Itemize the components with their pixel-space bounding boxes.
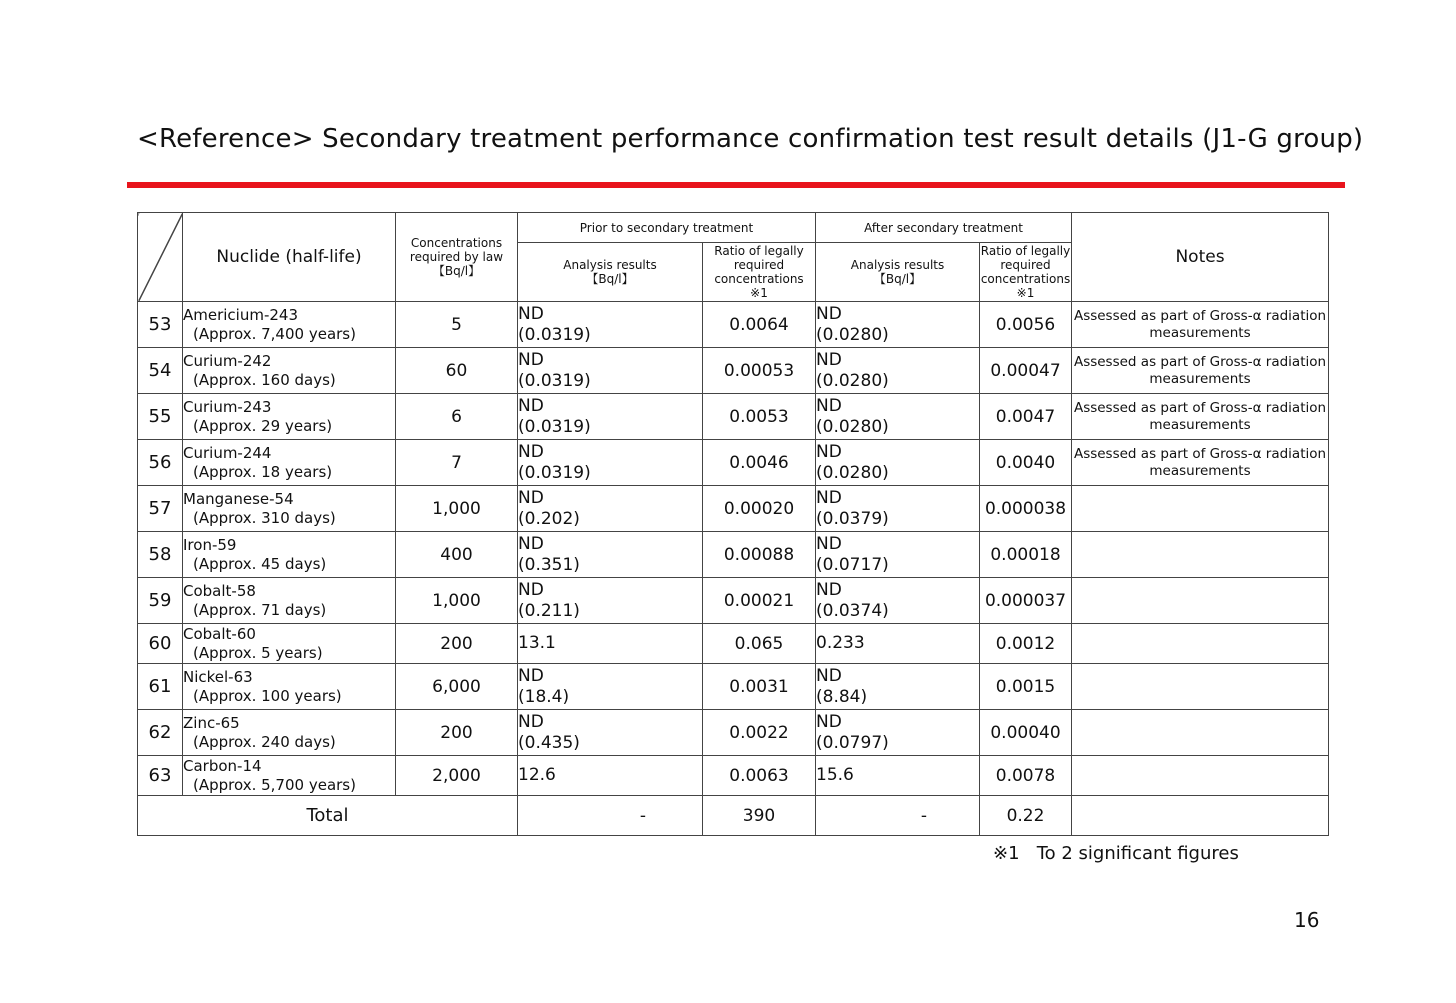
nuclide-cell (183, 578, 396, 624)
nuclide-half-life: (Approx. 7,400 years) (193, 324, 356, 343)
after-analysis-result (816, 664, 980, 710)
prior-ratio: 0.0022 (703, 710, 816, 756)
nuclide-half-life: (Approx. 5,700 years) (193, 775, 356, 794)
notes-line2: measurements (1149, 416, 1251, 433)
after-ratio: 0.0047 (980, 394, 1072, 440)
prior-analysis-result (518, 486, 703, 532)
notes-line1: Assessed as part of Gross-α radiation (1073, 399, 1327, 416)
law-concentration: 6,000 (396, 664, 518, 710)
after-analysis-result (816, 440, 980, 486)
nuclide-name: Iron-59 (183, 535, 237, 554)
after-ratio: 0.0056 (980, 302, 1072, 348)
nuclide-name: Curium-242 (183, 351, 272, 370)
nuclide-cell (183, 394, 396, 440)
after-analysis-result (816, 710, 980, 756)
prior-analysis-line2: (0.0319) (518, 370, 591, 391)
nuclide-name: Cobalt-60 (183, 624, 256, 643)
prior-analysis-line1: ND (518, 349, 544, 370)
header-prior-analysis (518, 243, 703, 302)
after-analysis-result (816, 348, 980, 394)
prior-ratio: 0.00088 (703, 532, 816, 578)
after-analysis-result (816, 624, 980, 664)
after-ratio: 0.000038 (980, 486, 1072, 532)
header-after-ratio-line3: concentrations (980, 272, 1071, 286)
results-table (137, 212, 1329, 836)
after-ratio: 0.0012 (980, 624, 1072, 664)
notes-line2: measurements (1149, 462, 1251, 479)
header-prior-ratio-line1: Ratio of legally (714, 244, 804, 258)
nuclide-half-life: (Approx. 29 years) (193, 416, 333, 435)
law-concentration: 200 (396, 624, 518, 664)
nuclide-half-life: (Approx. 100 years) (193, 686, 342, 705)
total-after-ratio: 0.22 (980, 796, 1072, 836)
row-number: 60 (138, 624, 183, 664)
prior-analysis-line1: ND (518, 441, 544, 462)
prior-ratio: 0.00053 (703, 348, 816, 394)
corner-diagonal-cell (138, 213, 183, 302)
after-analysis-line1: 0.233 (816, 633, 865, 653)
title-underline-rule (127, 182, 1345, 188)
prior-analysis-line1: ND (518, 303, 544, 324)
row-number: 62 (138, 710, 183, 756)
after-ratio: 0.0078 (980, 756, 1072, 796)
prior-analysis-line2: (0.435) (518, 732, 580, 753)
after-analysis-result (816, 486, 980, 532)
header-after-ratio (980, 243, 1072, 302)
prior-ratio: 0.00021 (703, 578, 816, 624)
header-after-analysis-unit: 【Bq/l】 (873, 272, 922, 286)
row-number: 55 (138, 394, 183, 440)
nuclide-cell (183, 302, 396, 348)
notes-cell (1072, 664, 1329, 710)
law-concentration: 400 (396, 532, 518, 578)
header-after-analysis (816, 243, 980, 302)
law-concentration: 7 (396, 440, 518, 486)
header-concentrations-law-unit: 【Bq/l】 (432, 264, 481, 278)
total-after-analysis: - (816, 796, 980, 836)
header-prior-ratio (703, 243, 816, 302)
header-after-ratio-mark: ※1 (1016, 286, 1035, 300)
after-analysis-line2: (8.84) (816, 686, 868, 707)
after-analysis-line1: ND (816, 395, 842, 416)
after-analysis-result (816, 532, 980, 578)
table-body (138, 302, 1329, 836)
after-analysis-line1: ND (816, 487, 842, 508)
header-notes: Notes (1072, 213, 1329, 302)
header-after-ratio-line2: required (1000, 258, 1051, 272)
notes-line1: Assessed as part of Gross-α radiation (1073, 445, 1327, 462)
row-number: 61 (138, 664, 183, 710)
law-concentration: 200 (396, 710, 518, 756)
after-analysis-line2: (0.0280) (816, 324, 889, 345)
total-notes (1072, 796, 1329, 836)
total-prior-ratio: 390 (703, 796, 816, 836)
header-nuclide: Nuclide (half-life) (183, 213, 396, 302)
nuclide-half-life: (Approx. 45 days) (193, 554, 327, 573)
prior-ratio: 0.00020 (703, 486, 816, 532)
after-ratio: 0.0015 (980, 664, 1072, 710)
row-number: 56 (138, 440, 183, 486)
header-prior-ratio-line3: concentrations (714, 272, 804, 286)
row-number: 57 (138, 486, 183, 532)
prior-ratio: 0.0053 (703, 394, 816, 440)
prior-analysis-line1: ND (518, 533, 544, 554)
header-concentrations-law-line2: required by law (409, 250, 504, 264)
after-analysis-line2: (0.0374) (816, 600, 889, 621)
prior-analysis-result (518, 532, 703, 578)
nuclide-half-life: (Approx. 18 years) (193, 462, 333, 481)
after-ratio: 0.000037 (980, 578, 1072, 624)
header-after-ratio-line1: Ratio of legally (980, 244, 1071, 258)
header-after-group: After secondary treatment (816, 213, 1072, 243)
nuclide-name: Cobalt-58 (183, 581, 256, 600)
header-concentrations-law-line1: Concentrations (410, 236, 503, 250)
prior-analysis-line2: (0.202) (518, 508, 580, 529)
total-label: Total (138, 796, 518, 836)
nuclide-cell (183, 624, 396, 664)
after-analysis-line1: ND (816, 349, 842, 370)
after-analysis-line1: 15.6 (816, 765, 854, 785)
notes-cell (1072, 302, 1329, 348)
notes-line1: Assessed as part of Gross-α radiation (1073, 307, 1327, 324)
after-ratio: 0.00018 (980, 532, 1072, 578)
header-prior-analysis-line1: Analysis results (563, 258, 657, 272)
after-analysis-line1: ND (816, 579, 842, 600)
after-analysis-line2: (0.0280) (816, 416, 889, 437)
header-after-analysis-line1: Analysis results (850, 258, 945, 272)
nuclide-half-life: (Approx. 240 days) (193, 732, 336, 751)
nuclide-cell (183, 486, 396, 532)
nuclide-cell (183, 348, 396, 394)
prior-analysis-line1: ND (518, 711, 544, 732)
notes-line1: Assessed as part of Gross-α radiation (1073, 353, 1327, 370)
after-analysis-line1: ND (816, 665, 842, 686)
prior-analysis-result (518, 578, 703, 624)
prior-ratio: 0.0046 (703, 440, 816, 486)
nuclide-half-life: (Approx. 5 years) (193, 643, 323, 662)
notes-cell (1072, 486, 1329, 532)
prior-analysis-result (518, 624, 703, 664)
after-analysis-line2: (0.0717) (816, 554, 889, 575)
after-ratio: 0.00040 (980, 710, 1072, 756)
after-ratio: 0.00047 (980, 348, 1072, 394)
footnote: ※1 To 2 significant figures (993, 843, 1239, 864)
prior-analysis-line2: (0.0319) (518, 416, 591, 437)
header-prior-ratio-line2: required (733, 258, 785, 272)
prior-analysis-result (518, 710, 703, 756)
law-concentration: 2,000 (396, 756, 518, 796)
nuclide-cell (183, 440, 396, 486)
table-row (138, 394, 1329, 440)
notes-cell (1072, 710, 1329, 756)
prior-ratio: 0.0063 (703, 756, 816, 796)
notes-line2: measurements (1149, 370, 1251, 387)
notes-cell (1072, 394, 1329, 440)
table-row (138, 302, 1329, 348)
table-row (138, 486, 1329, 532)
nuclide-name: Manganese-54 (183, 489, 294, 508)
after-analysis-result (816, 394, 980, 440)
nuclide-name: Nickel-63 (183, 667, 253, 686)
after-analysis-result (816, 578, 980, 624)
after-analysis-result (816, 756, 980, 796)
notes-cell (1072, 532, 1329, 578)
prior-analysis-line2: (18.4) (518, 686, 570, 707)
notes-line2: measurements (1149, 324, 1251, 341)
prior-analysis-result (518, 394, 703, 440)
prior-analysis-line1: 12.6 (518, 765, 556, 785)
after-analysis-line1: ND (816, 303, 842, 324)
table-row (138, 532, 1329, 578)
notes-cell (1072, 756, 1329, 796)
after-ratio: 0.0040 (980, 440, 1072, 486)
row-number: 54 (138, 348, 183, 394)
page-number: 16 (1294, 908, 1320, 932)
table-row (138, 624, 1329, 664)
law-concentration: 60 (396, 348, 518, 394)
prior-ratio: 0.0031 (703, 664, 816, 710)
notes-cell (1072, 578, 1329, 624)
prior-analysis-line2: (0.211) (518, 600, 580, 621)
notes-cell (1072, 624, 1329, 664)
nuclide-half-life: (Approx. 310 days) (193, 508, 336, 527)
nuclide-name: Americium-243 (183, 305, 299, 324)
prior-analysis-result (518, 664, 703, 710)
after-analysis-line1: ND (816, 711, 842, 732)
header-prior-ratio-mark: ※1 (750, 286, 768, 300)
prior-ratio: 0.065 (703, 624, 816, 664)
prior-analysis-line2: (0.351) (518, 554, 580, 575)
nuclide-cell (183, 710, 396, 756)
after-analysis-line2: (0.0280) (816, 370, 889, 391)
prior-analysis-line1: ND (518, 665, 544, 686)
prior-analysis-line1: ND (518, 395, 544, 416)
row-number: 58 (138, 532, 183, 578)
row-number: 63 (138, 756, 183, 796)
law-concentration: 6 (396, 394, 518, 440)
after-analysis-line1: ND (816, 441, 842, 462)
after-analysis-result (816, 302, 980, 348)
nuclide-cell (183, 756, 396, 796)
after-analysis-line2: (0.0797) (816, 732, 889, 753)
prior-analysis-line1: ND (518, 579, 544, 600)
page-title: <Reference> Secondary treatment performance confirmation test result details (J1-G group) (137, 124, 1364, 154)
prior-analysis-result (518, 440, 703, 486)
nuclide-name: Carbon-14 (183, 756, 262, 775)
total-row (138, 796, 1329, 836)
nuclide-cell (183, 664, 396, 710)
prior-analysis-result (518, 756, 703, 796)
notes-cell (1072, 440, 1329, 486)
prior-analysis-line1: ND (518, 487, 544, 508)
prior-analysis-line2: (0.0319) (518, 324, 591, 345)
after-analysis-line2: (0.0280) (816, 462, 889, 483)
row-number: 59 (138, 578, 183, 624)
row-number: 53 (138, 302, 183, 348)
nuclide-half-life: (Approx. 71 days) (193, 600, 327, 619)
table-row (138, 756, 1329, 796)
after-analysis-line1: ND (816, 533, 842, 554)
table-row (138, 578, 1329, 624)
table-row (138, 710, 1329, 756)
table-row (138, 348, 1329, 394)
table-row (138, 440, 1329, 486)
after-analysis-line2: (0.0379) (816, 508, 889, 529)
notes-cell (1072, 348, 1329, 394)
nuclide-name: Curium-244 (183, 443, 272, 462)
prior-analysis-line2: (0.0319) (518, 462, 591, 483)
header-concentrations-law (396, 213, 518, 302)
prior-analysis-result (518, 348, 703, 394)
prior-analysis-result (518, 302, 703, 348)
law-concentration: 5 (396, 302, 518, 348)
header-prior-group: Prior to secondary treatment (518, 213, 816, 243)
table-row (138, 664, 1329, 710)
nuclide-name: Curium-243 (183, 397, 272, 416)
law-concentration: 1,000 (396, 578, 518, 624)
prior-ratio: 0.0064 (703, 302, 816, 348)
nuclide-cell (183, 532, 396, 578)
prior-analysis-line1: 13.1 (518, 633, 556, 653)
law-concentration: 1,000 (396, 486, 518, 532)
header-prior-analysis-unit: 【Bq/l】 (586, 272, 634, 286)
nuclide-half-life: (Approx. 160 days) (193, 370, 336, 389)
nuclide-name: Zinc-65 (183, 713, 240, 732)
total-prior-analysis: - (518, 796, 703, 836)
